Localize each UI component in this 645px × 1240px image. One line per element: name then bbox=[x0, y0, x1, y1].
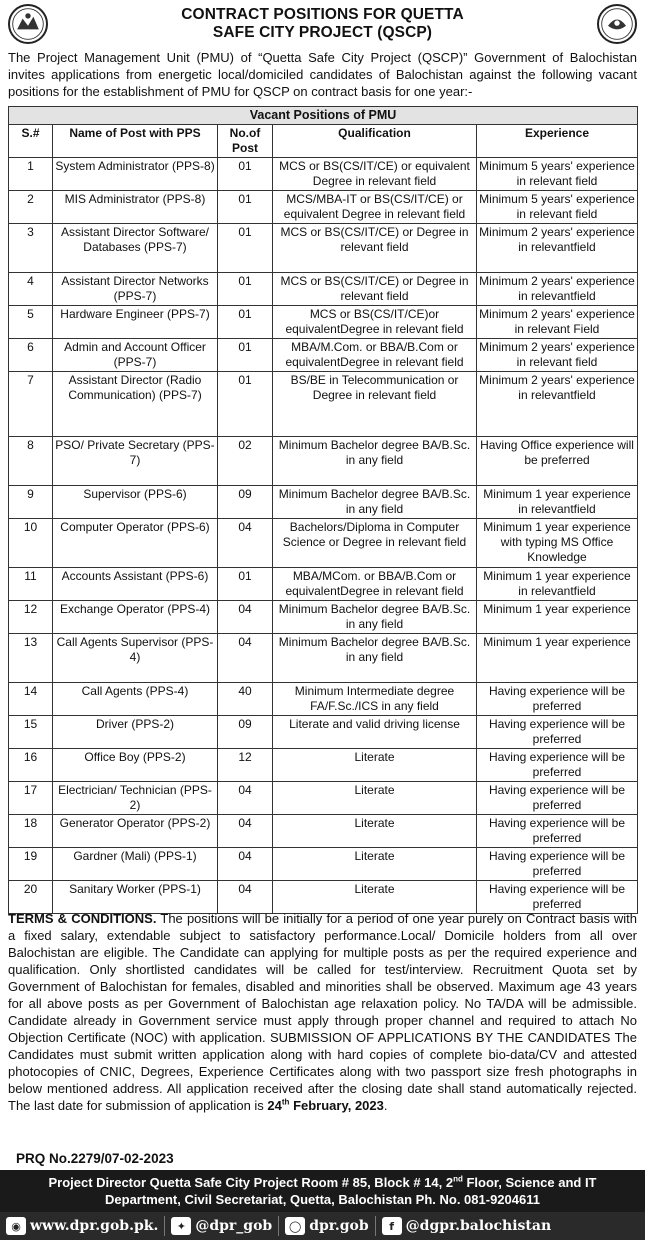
website-link[interactable]: ◉ www.dpr.gob.pk. bbox=[0, 1216, 165, 1236]
cell-name: Call Agents Supervisor (PPS-4) bbox=[53, 634, 218, 683]
cell-name: Call Agents (PPS-4) bbox=[53, 683, 218, 716]
cell-name: PSO/ Private Secretary (PPS-7) bbox=[53, 437, 218, 486]
govt-balochistan-logo bbox=[8, 4, 48, 44]
twitter-link[interactable]: ✦ @dpr_gob bbox=[165, 1216, 279, 1236]
cell-qual: Minimum Bachelor degree BA/B.Sc. in any field bbox=[273, 437, 477, 486]
cell-exp: Minimum 1 year experience with typing MS Office Knowledge bbox=[477, 519, 638, 568]
cell-name: MIS Administrator (PPS-8) bbox=[53, 191, 218, 224]
cell-posts: 01 bbox=[218, 339, 273, 372]
table-row bbox=[9, 519, 638, 568]
cell-posts: 01 bbox=[218, 224, 273, 273]
terms-and-conditions: TERMS & CONDITIONS. The positions will be initially for a period of one year purely on Contract basis with a fixed salary, extendable subject to satisfactory performance.Local/ Domicile holders from all over Balochistan are eligible. The Candidate can applying for multiple posts as per the required experience and qualification. Only shortlisted candidates will be called for test/interview. Recruitment Quota set by Government of Balochistan for females, disabled and minorities shall be observed. Maximum age 43 years for all above posts as per Government of Balochistan age relaxation policy. No TA/DA will be admissible. Candidate already in Government service must apply through proper channel and required to attach No Objection Certificate (NOC) with application. SUBMISSION OF APPLICATIONS BY THE CANDIDATES The Candidates must submit written application along with hard copies of complete bio-data/CV and attested photocopies of CNIC, Degrees, Experience Certificates along with two passport size fresh photographs in below mentioned address. All application received after the closing date shall stand automatically rejected. The last date for submission of application is 24th February, 2023. bbox=[8, 911, 637, 1113]
cell-posts: 09 bbox=[218, 486, 273, 519]
cell-exp: Minimum 2 years' experience in relevantfield bbox=[477, 372, 638, 437]
cell-qual: Minimum Bachelor degree BA/B.Sc. in any field bbox=[273, 634, 477, 683]
intro-paragraph: The Project Management Unit (PMU) of “Quetta Safe City Project (QSCP)” Government of Balochistan invites applications from energetic local/domiciled candidates of Balochistan against the following vacant positions for the establishment of PMU for QSCP on contract basis for one year:- bbox=[8, 50, 637, 99]
cell-name: Gardner (Mali) (PPS-1) bbox=[53, 848, 218, 881]
cell-sn: 17 bbox=[9, 782, 53, 815]
cell-qual: Literate bbox=[273, 815, 477, 848]
contact-address bbox=[0, 1170, 645, 1212]
cell-posts: 04 bbox=[218, 848, 273, 881]
table-row bbox=[9, 601, 638, 634]
table-row bbox=[9, 782, 638, 815]
address-line-2: Department, Civil Secretariat, Quetta, Balochistan Ph. No. 081-9204611 bbox=[105, 1192, 540, 1207]
cell-posts: 04 bbox=[218, 881, 273, 914]
vacant-positions-table bbox=[8, 106, 638, 914]
cell-qual: MBA/MCom. or BBA/B.Com or equivalentDegree in relevant field bbox=[273, 568, 477, 601]
cell-exp: Having experience will be preferred bbox=[477, 782, 638, 815]
cell-name: Hardware Engineer (PPS-7) bbox=[53, 306, 218, 339]
prq-number: PRQ No.2279/07-02-2023 bbox=[16, 1151, 174, 1166]
table-row bbox=[9, 634, 638, 683]
cell-exp: Minimum 5 years' experience in relevant field bbox=[477, 158, 638, 191]
cell-posts: 02 bbox=[218, 437, 273, 486]
cell-sn: 1 bbox=[9, 158, 53, 191]
cell-sn: 2 bbox=[9, 191, 53, 224]
terms-heading: TERMS & CONDITIONS. bbox=[8, 911, 157, 926]
cell-exp: Having experience will be preferred bbox=[477, 848, 638, 881]
cell-posts: 01 bbox=[218, 191, 273, 224]
title-line-1: CONTRACT POSITIONS FOR QUETTA bbox=[181, 6, 464, 23]
header bbox=[0, 0, 645, 48]
cell-exp: Minimum 1 year experience in relevantfield bbox=[477, 486, 638, 519]
cell-qual: MCS or BS(CS/IT/CE) or Degree in relevant field bbox=[273, 273, 477, 306]
cell-qual: Minimum Intermediate degree FA/F.Sc./ICS in any field bbox=[273, 683, 477, 716]
title-line-2: SAFE CITY PROJECT (QSCP) bbox=[212, 24, 433, 41]
table-row bbox=[9, 486, 638, 519]
table-row bbox=[9, 815, 638, 848]
table-row bbox=[9, 306, 638, 339]
col-name-header: Name of Post with PPS bbox=[53, 125, 218, 158]
cell-sn: 12 bbox=[9, 601, 53, 634]
cell-sn: 18 bbox=[9, 815, 53, 848]
cell-exp: Minimum 2 years' experience in relevantfield bbox=[477, 224, 638, 273]
table-row bbox=[9, 749, 638, 782]
cell-qual: Minimum Bachelor degree BA/B.Sc. in any field bbox=[273, 486, 477, 519]
cell-sn: 16 bbox=[9, 749, 53, 782]
cell-exp: Having experience will be preferred bbox=[477, 683, 638, 716]
table-row bbox=[9, 339, 638, 372]
cell-sn: 5 bbox=[9, 306, 53, 339]
cell-name: Computer Operator (PPS-6) bbox=[53, 519, 218, 568]
col-posts-header: No.of Post bbox=[218, 125, 273, 158]
cell-qual: MCS/MBA-IT or BS(CS/IT/CE) or equivalent Degree in relevant field bbox=[273, 191, 477, 224]
table-row bbox=[9, 191, 638, 224]
cell-posts: 01 bbox=[218, 158, 273, 191]
cell-exp: Having experience will be preferred bbox=[477, 881, 638, 914]
table-row bbox=[9, 372, 638, 437]
table-row bbox=[9, 158, 638, 191]
cell-qual: Bachelors/Diploma in Computer Science or Degree in relevant field bbox=[273, 519, 477, 568]
cell-exp: Having Office experience will be preferred bbox=[477, 437, 638, 486]
table-row bbox=[9, 683, 638, 716]
twitter-icon: ✦ bbox=[171, 1217, 191, 1235]
cell-qual: Literate and valid driving license bbox=[273, 716, 477, 749]
cell-exp: Having experience will be preferred bbox=[477, 749, 638, 782]
cell-name: Sanitary Worker (PPS-1) bbox=[53, 881, 218, 914]
cell-exp: Having experience will be preferred bbox=[477, 716, 638, 749]
cell-qual: Literate bbox=[273, 881, 477, 914]
table-row bbox=[9, 437, 638, 486]
cell-qual: Literate bbox=[273, 848, 477, 881]
cell-qual: Literate bbox=[273, 749, 477, 782]
cell-exp: Minimum 1 year experience bbox=[477, 601, 638, 634]
cell-qual: Minimum Bachelor degree BA/B.Sc. in any field bbox=[273, 601, 477, 634]
cell-exp: Minimum 1 year experience bbox=[477, 634, 638, 683]
social-bar bbox=[0, 1212, 645, 1240]
cell-sn: 19 bbox=[9, 848, 53, 881]
cell-posts: 40 bbox=[218, 683, 273, 716]
globe-icon: ◉ bbox=[6, 1217, 26, 1235]
cell-exp: Minimum 2 years' experience in relevant field bbox=[477, 339, 638, 372]
table-row bbox=[9, 273, 638, 306]
terms-body: The positions will be initially for a period of one year purely on Contract basis with a fixed salary, extendable subject to satisfactory performance.Local/ Domicile holders from all over Balochistan are eligible. The Candidate can applying for multiple posts as per the required experience and qualification. Only shortlisted candidates will be called for test/interview. Recruitment Quota set by Government of Balochistan for females, disabled and minorities shall be observed. Maximum age 43 years for all above posts as per Government of Balochistan age relaxation policy. No TA/DA will be admissible. Candidate already in Government service must apply through proper channel and required to attach No Objection Certificate (NOC) with application. SUBMISSION OF APPLICATIONS BY THE CANDIDATES The Candidates must submit written application along with hard copies of complete bio-data/CV and attested photocopies of CNIC, Degrees, Experience Certificates along with two passport size fresh photographs in below mentioned address. All application received after the closing date shall stand automatically rejected. The last date for submission of application is bbox=[8, 911, 637, 1113]
cell-name: Office Boy (PPS-2) bbox=[53, 749, 218, 782]
cell-sn: 6 bbox=[9, 339, 53, 372]
emblem-logo bbox=[597, 4, 637, 44]
cell-name: Admin and Account Officer (PPS-7) bbox=[53, 339, 218, 372]
cell-posts: 12 bbox=[218, 749, 273, 782]
cell-sn: 3 bbox=[9, 224, 53, 273]
facebook-icon: f bbox=[382, 1217, 402, 1235]
cell-sn: 10 bbox=[9, 519, 53, 568]
cell-posts: 04 bbox=[218, 815, 273, 848]
cell-name: Driver (PPS-2) bbox=[53, 716, 218, 749]
cell-qual: MCS or BS(CS/IT/CE)or equivalentDegree in relevant field bbox=[273, 306, 477, 339]
facebook-link[interactable]: f @dgpr.balochistan bbox=[376, 1216, 557, 1236]
address-line-1: Project Director Quetta Safe City Project Room # 85, Block # 14, 2nd Floor, Science and IT bbox=[48, 1174, 597, 1190]
cell-sn: 15 bbox=[9, 716, 53, 749]
cell-sn: 20 bbox=[9, 881, 53, 914]
cell-name: Accounts Assistant (PPS-6) bbox=[53, 568, 218, 601]
cell-sn: 11 bbox=[9, 568, 53, 601]
cell-qual: MBA/M.Com. or BBA/B.Com or equivalentDegree in relevant field bbox=[273, 339, 477, 372]
cell-exp: Minimum 2 years' experience in relevant Field bbox=[477, 306, 638, 339]
col-sn-header: S.# bbox=[9, 125, 53, 158]
cell-exp: Having experience will be preferred bbox=[477, 815, 638, 848]
cell-posts: 01 bbox=[218, 273, 273, 306]
cell-sn: 14 bbox=[9, 683, 53, 716]
instagram-icon: ◯ bbox=[285, 1217, 305, 1235]
cell-posts: 04 bbox=[218, 634, 273, 683]
cell-name: Exchange Operator (PPS-4) bbox=[53, 601, 218, 634]
col-qualification-header: Qualification bbox=[273, 125, 477, 158]
cell-name: Electrician/ Technician (PPS-2) bbox=[53, 782, 218, 815]
cell-name: Assistant Director (Radio Communication) (PPS-7) bbox=[53, 372, 218, 437]
table-row bbox=[9, 848, 638, 881]
page-title bbox=[60, 6, 585, 42]
cell-posts: 04 bbox=[218, 519, 273, 568]
cell-sn: 9 bbox=[9, 486, 53, 519]
cell-posts: 01 bbox=[218, 306, 273, 339]
cell-posts: 04 bbox=[218, 782, 273, 815]
cell-sn: 7 bbox=[9, 372, 53, 437]
table-row bbox=[9, 716, 638, 749]
cell-qual: Literate bbox=[273, 782, 477, 815]
table-row bbox=[9, 224, 638, 273]
cell-posts: 01 bbox=[218, 372, 273, 437]
col-experience-header: Experience bbox=[477, 125, 638, 158]
table-row bbox=[9, 568, 638, 601]
closing-date: 24th February, 2023 bbox=[267, 1097, 384, 1113]
cell-sn: 8 bbox=[9, 437, 53, 486]
cell-sn: 13 bbox=[9, 634, 53, 683]
cell-qual: MCS or BS(CS/IT/CE) or Degree in relevant field bbox=[273, 224, 477, 273]
cell-posts: 09 bbox=[218, 716, 273, 749]
cell-posts: 01 bbox=[218, 568, 273, 601]
cell-exp: Minimum 5 years' experience in relevant field bbox=[477, 191, 638, 224]
cell-name: Assistant Director Networks (PPS-7) bbox=[53, 273, 218, 306]
cell-exp: Minimum 1 year experience in relevantfield bbox=[477, 568, 638, 601]
cell-name: Supervisor (PPS-6) bbox=[53, 486, 218, 519]
cell-qual: BS/BE in Telecommunication or Degree in relevant field bbox=[273, 372, 477, 437]
cell-name: System Administrator (PPS-8) bbox=[53, 158, 218, 191]
table-caption: Vacant Positions of PMU bbox=[9, 107, 638, 125]
cell-sn: 4 bbox=[9, 273, 53, 306]
instagram-link[interactable]: ◯ dpr.gob bbox=[279, 1216, 375, 1236]
cell-name: Assistant Director Software/ Databases (PPS-7) bbox=[53, 224, 218, 273]
cell-name: Generator Operator (PPS-2) bbox=[53, 815, 218, 848]
cell-exp: Minimum 2 years' experience in relevantfield bbox=[477, 273, 638, 306]
table-row bbox=[9, 881, 638, 914]
cell-qual: MCS or BS(CS/IT/CE) or equivalent Degree in relevant field bbox=[273, 158, 477, 191]
cell-posts: 04 bbox=[218, 601, 273, 634]
